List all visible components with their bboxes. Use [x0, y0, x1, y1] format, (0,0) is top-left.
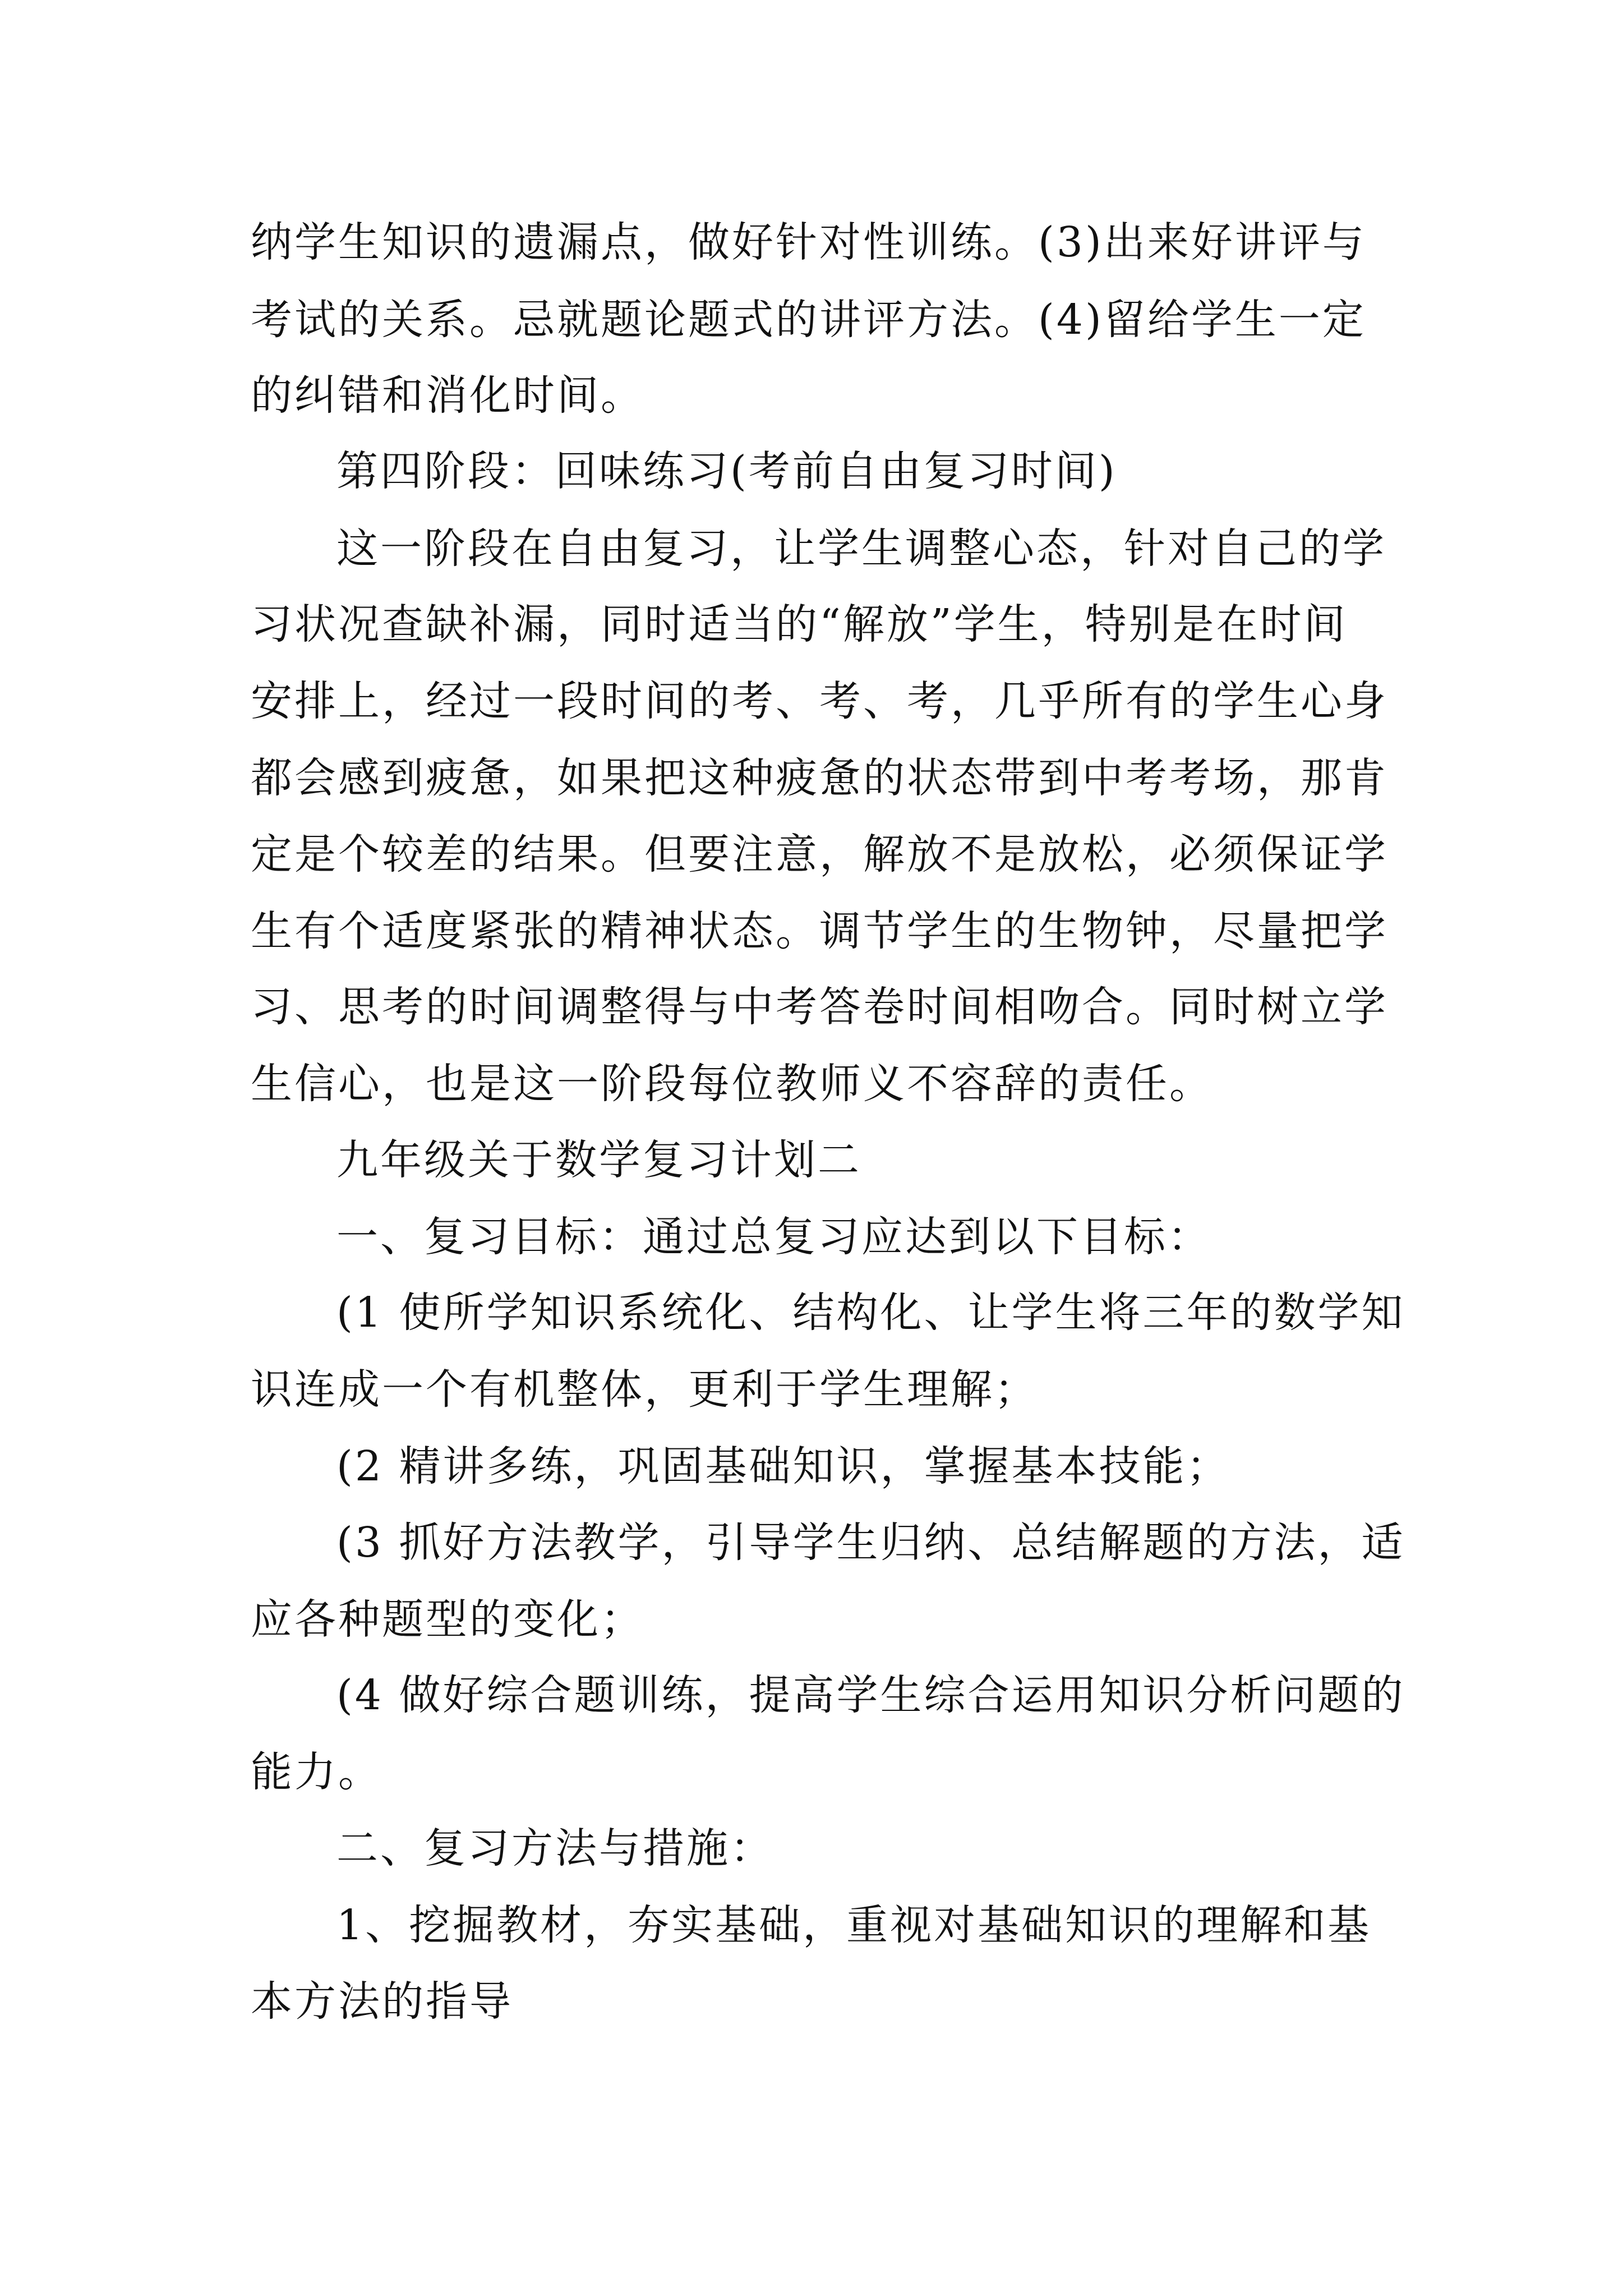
text-line-11: 习、思考的时间调整得与中考答卷时间相吻合。同时树立学 [251, 983, 1388, 1031]
text-line-15: (1 使所学知识系统化、结构化、让学生将三年的数学知 [336, 1289, 1405, 1337]
section-heading-methods: 二、复习方法与措施： [336, 1824, 774, 1872]
text-line-20: (4 做好综合题训练，提高学生综合运用知识分析问题的 [336, 1671, 1405, 1719]
section-heading-stage-four: 第四阶段：回味练习(考前自由复习时间) [336, 447, 1117, 495]
text-line-1: 纳学生知识的遗漏点，做好针对性训练。(3)出来好讲评与 [251, 218, 1366, 266]
text-line-3: 的纠错和消化时间。 [251, 371, 644, 420]
plan-title: 九年级关于数学复习计划二 [336, 1136, 861, 1184]
text-line-16: 识连成一个有机整体，更利于学生理解； [251, 1365, 1038, 1414]
text-line-17: (2 精讲多练，巩固基础知识，掌握基本技能； [336, 1442, 1230, 1490]
text-line-6: 习状况查缺补漏，同时适当的“解放”学生，特别是在时间 [251, 600, 1348, 648]
text-line-19: 应各种题型的变化； [251, 1595, 644, 1644]
text-line-12: 生信心，也是这一阶段每位教师义不容辞的责任。 [251, 1060, 1213, 1108]
text-line-10: 生有个适度紧张的精神状态。调节学生的生物钟，尽量把学 [251, 907, 1388, 955]
text-line-23: 1、挖掘教材，夯实基础，重视对基础知识的理解和基 [336, 1901, 1372, 1949]
text-line-9: 定是个较差的结果。但要注意，解放不是放松，必须保证学 [251, 830, 1388, 878]
text-line-2: 考试的关系。忌就题论题式的讲评方法。(4)留给学生一定 [251, 296, 1366, 344]
text-line-7: 安排上，经过一段时间的考、考、考，几乎所有的学生心身 [251, 677, 1388, 725]
text-line-8: 都会感到疲惫，如果把这种疲惫的状态带到中考考场，那肯 [251, 754, 1388, 802]
text-line-21: 能力。 [251, 1748, 382, 1796]
text-line-24: 本方法的指导 [251, 1977, 513, 2026]
text-line-18: (3 抓好方法教学，引导学生归纳、总结解题的方法，适 [336, 1519, 1405, 1567]
section-heading-goals: 一、复习目标：通过总复习应达到以下目标： [336, 1213, 1211, 1261]
text-line-5: 这一阶段在自由复习，让学生调整心态，针对自己的学 [336, 524, 1386, 573]
